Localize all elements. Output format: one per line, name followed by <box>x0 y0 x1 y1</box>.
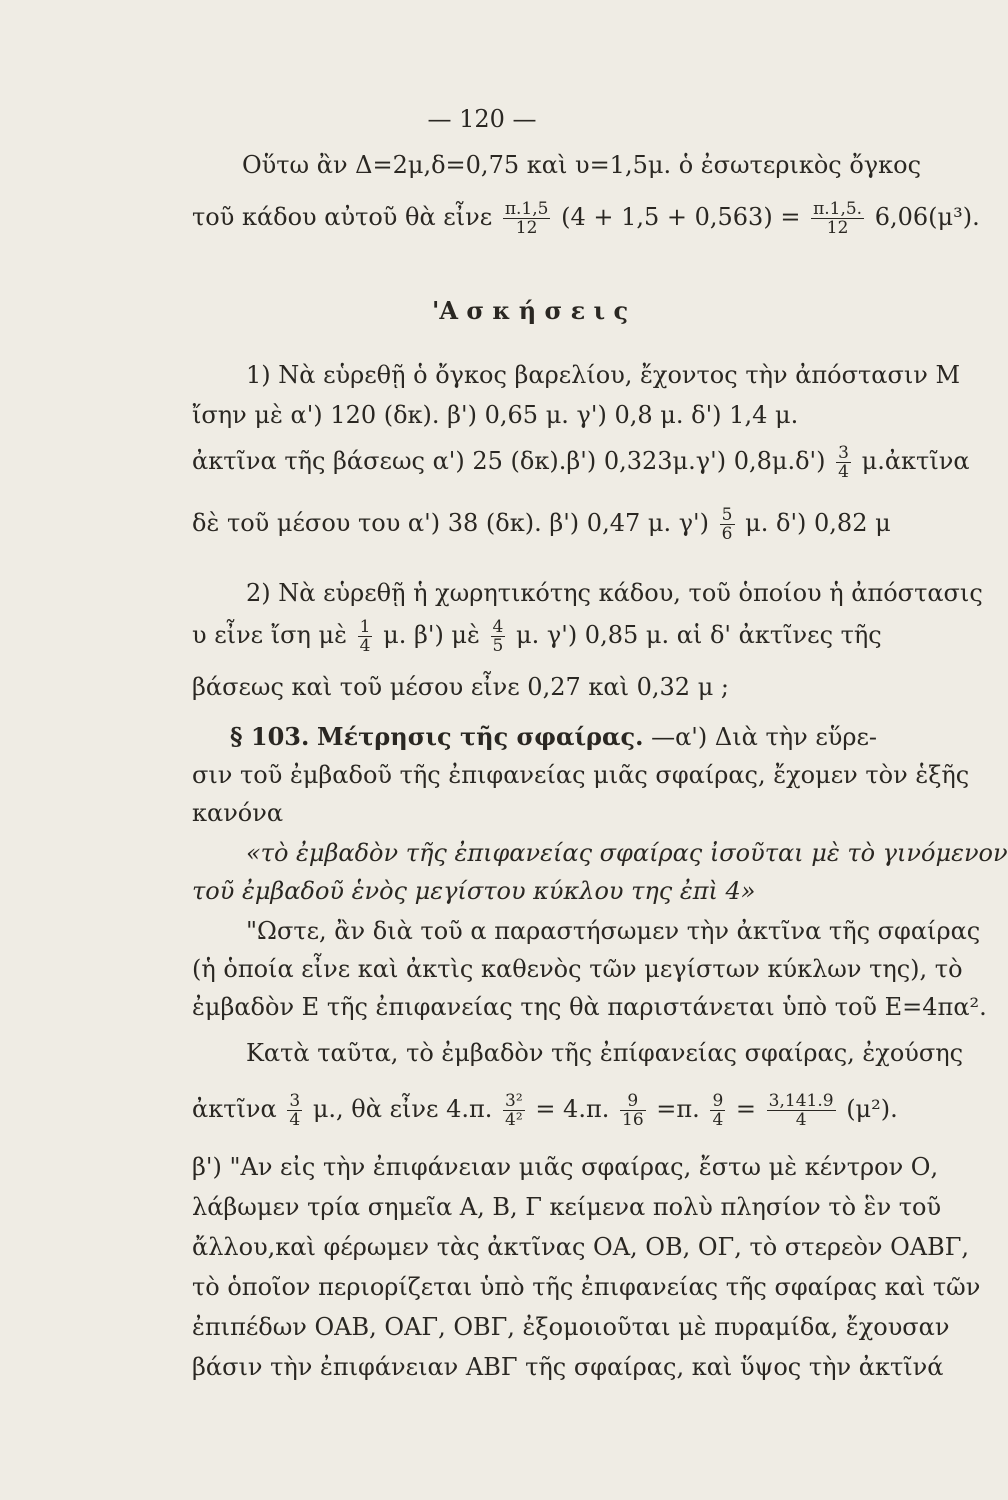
section-line-2: σιν τοῦ ἐμβαδοῦ τῆς ἐπιφανείας μιᾶς σφαίρας, ἔχομεν τὸν ἑξῆς <box>192 761 970 789</box>
page-number: — 120 — <box>427 105 537 133</box>
text-span: = <box>735 1095 757 1123</box>
fraction <box>491 618 506 655</box>
denominator: 5 <box>492 636 504 656</box>
section-number: § 103. <box>230 722 310 751</box>
para-line-3: ἐμβαδὸν Ε τῆς ἐπιφανείας της θὰ παριστάνεται ὑπὸ τοῦ Ε=4πα². <box>192 993 987 1021</box>
para-line-5 <box>192 1092 898 1129</box>
ex1-line-3 <box>192 444 970 481</box>
numerator: 3 <box>289 1091 301 1111</box>
numerator: 5 <box>721 505 733 525</box>
numerator: 3 <box>838 443 849 463</box>
numerator: 9 <box>712 1091 724 1111</box>
fraction <box>710 1092 725 1129</box>
fraction <box>358 618 373 655</box>
text-span: —α') Διὰ τὴν εὕρε- <box>651 723 878 751</box>
para-line-1: "Ωστε, ἂν διὰ τοῦ α παραστήσωμεν τὴν ἀκτῖνα τῆς σφαίρας <box>246 917 981 945</box>
ex1-line-4 <box>192 506 891 543</box>
b-line-6: βάσιν τὴν ἐπιφάνειαν ΑΒΓ τῆς σφαίρας, καὶ ὕψος τὴν ἀκτῖνά <box>192 1353 944 1381</box>
text-span: = 4.π. <box>535 1095 610 1123</box>
b-line-5: ἐπιπέδων ΟΑΒ, ΟΑΓ, ΟΒΓ, ἐξομοιοῦται μὲ πυραμίδα, ἔχουσαν <box>192 1313 950 1341</box>
rule-line-2: τοῦ ἐμβαδοῦ ἑνὸς μεγίστου κύκλου της ἐπὶ 4» <box>192 877 756 905</box>
fraction <box>503 1092 525 1129</box>
b-line-1: β') "Αν εἰς τὴν ἐπιφάνειαν μιᾶς σφαίρας, ἔστω μὲ κέντρον Ο, <box>192 1153 939 1181</box>
intro-line-1: Οὕτω ἂν Δ=2μ,δ=0,75 καὶ υ=1,5μ. ὁ ἐσωτερικὸς ὄγκος <box>242 151 922 179</box>
fraction <box>620 1092 646 1129</box>
section-title: Μέτρησις τῆς σφαίρας. <box>317 722 644 751</box>
denominator: 4 <box>838 462 849 482</box>
section-line-3: κανόνα <box>192 799 284 827</box>
rule-line-1: «τὸ ἐμβαδὸν τῆς ἐπιφανείας σφαίρας ἰσοῦται μὲ τὸ γινόμενον <box>246 839 1008 867</box>
intro-line-2 <box>192 200 980 237</box>
fraction <box>811 200 864 237</box>
numerator: 3,141.9 <box>768 1091 834 1111</box>
text-span: ἀκτῖνα τῆς βάσεως α') 25 (δκ).β') 0,323μ.γ') 0,8μ.δ') <box>192 447 826 475</box>
ex2-line-2 <box>192 618 882 655</box>
text-span: (μ²). <box>846 1095 898 1123</box>
denominator: 6 <box>721 524 733 544</box>
ex1-line-2: ἴσην μὲ α') 120 (δκ). β') 0,65 μ. γ') 0,8 μ. δ') 1,4 μ. <box>192 401 799 429</box>
fraction <box>503 200 551 237</box>
para-line-4: Κατὰ ταῦτα, τὸ ἐμβαδὸν τῆς ἐπίφανείας σφαίρας, ἐχούσης <box>246 1039 964 1067</box>
fraction <box>767 1092 836 1129</box>
text-span: μ.ἀκτῖνα <box>861 447 970 475</box>
denominator: 4² <box>505 1110 523 1130</box>
numerator: π.1,5. <box>813 199 863 219</box>
fraction <box>720 506 735 543</box>
denominator: 4 <box>712 1110 724 1130</box>
text-span: μ., θὰ εἶνε 4.π. <box>312 1095 493 1123</box>
text-span: 6,06(μ³). <box>874 203 980 231</box>
fraction <box>836 444 851 481</box>
text-span: (4 + 1,5 + 0,563) = <box>561 203 801 231</box>
text-span: μ. γ') 0,85 μ. αἱ δ' ἀκτῖνες τῆς <box>516 621 882 649</box>
text-span: ἀκτῖνα <box>192 1095 277 1123</box>
section-heading <box>230 722 877 752</box>
denominator: 4 <box>289 1110 301 1130</box>
ex1-line-1: 1) Νὰ εὑρεθῇ ὁ ὄγκος βαρελίου, ἔχοντος τὴν ἀπόστασιν Μ <box>246 361 961 389</box>
b-line-2: λάβωμεν τρία σημεῖα Α, Β, Γ κείμενα πολὺ πλησίον τὸ ἓν τοῦ <box>192 1193 942 1221</box>
exercises-heading: 'Α σ κ ή σ ε ι ς <box>432 296 629 325</box>
text-span: δὲ τοῦ μέσου του α') 38 (δκ). β') 0,47 μ. γ') <box>192 509 710 537</box>
numerator: 3² <box>505 1091 523 1111</box>
text-span: τοῦ κάδου αὐτοῦ θὰ εἶνε <box>192 203 493 231</box>
para-line-2: (ἡ ὁποία εἶνε καὶ ἀκτὶς καθενὸς τῶν μεγίστων κύκλων της), τὸ <box>192 955 963 983</box>
denominator: 4 <box>795 1110 807 1130</box>
numerator: 4 <box>492 617 504 637</box>
ex2-line-1: 2) Νὰ εὑρεθῇ ἡ χωρητικότης κάδου, τοῦ ὁποίου ἡ ἀπόστασις <box>246 579 983 607</box>
text-span: =π. <box>656 1095 700 1123</box>
denominator: 16 <box>622 1110 644 1130</box>
numerator: π.1,5 <box>504 199 549 219</box>
numerator: 9 <box>620 1092 646 1111</box>
denominator: 12 <box>515 218 538 238</box>
b-line-3: ἄλλου,καὶ φέρωμεν τὰς ἀκτῖνας ΟΑ, ΟΒ, ΟΓ, τὸ στερεὸν ΟΑΒΓ, <box>192 1233 970 1261</box>
denominator: 4 <box>359 636 371 656</box>
text-span: υ εἶνε ἴση μὲ <box>192 621 347 649</box>
b-line-4: τὸ ὁποῖον περιορίζεται ὑπὸ τῆς ἐπιφανείας τῆς σφαίρας καὶ τῶν <box>192 1273 981 1301</box>
numerator: 1 <box>359 617 371 637</box>
ex2-line-3: βάσεως καὶ τοῦ μέσου εἶνε 0,27 καὶ 0,32 μ ; <box>192 673 729 701</box>
denominator: 12 <box>826 218 849 238</box>
text-span: μ. δ') 0,82 μ <box>745 509 891 537</box>
fraction <box>287 1092 302 1129</box>
text-span: μ. β') μὲ <box>383 621 480 649</box>
